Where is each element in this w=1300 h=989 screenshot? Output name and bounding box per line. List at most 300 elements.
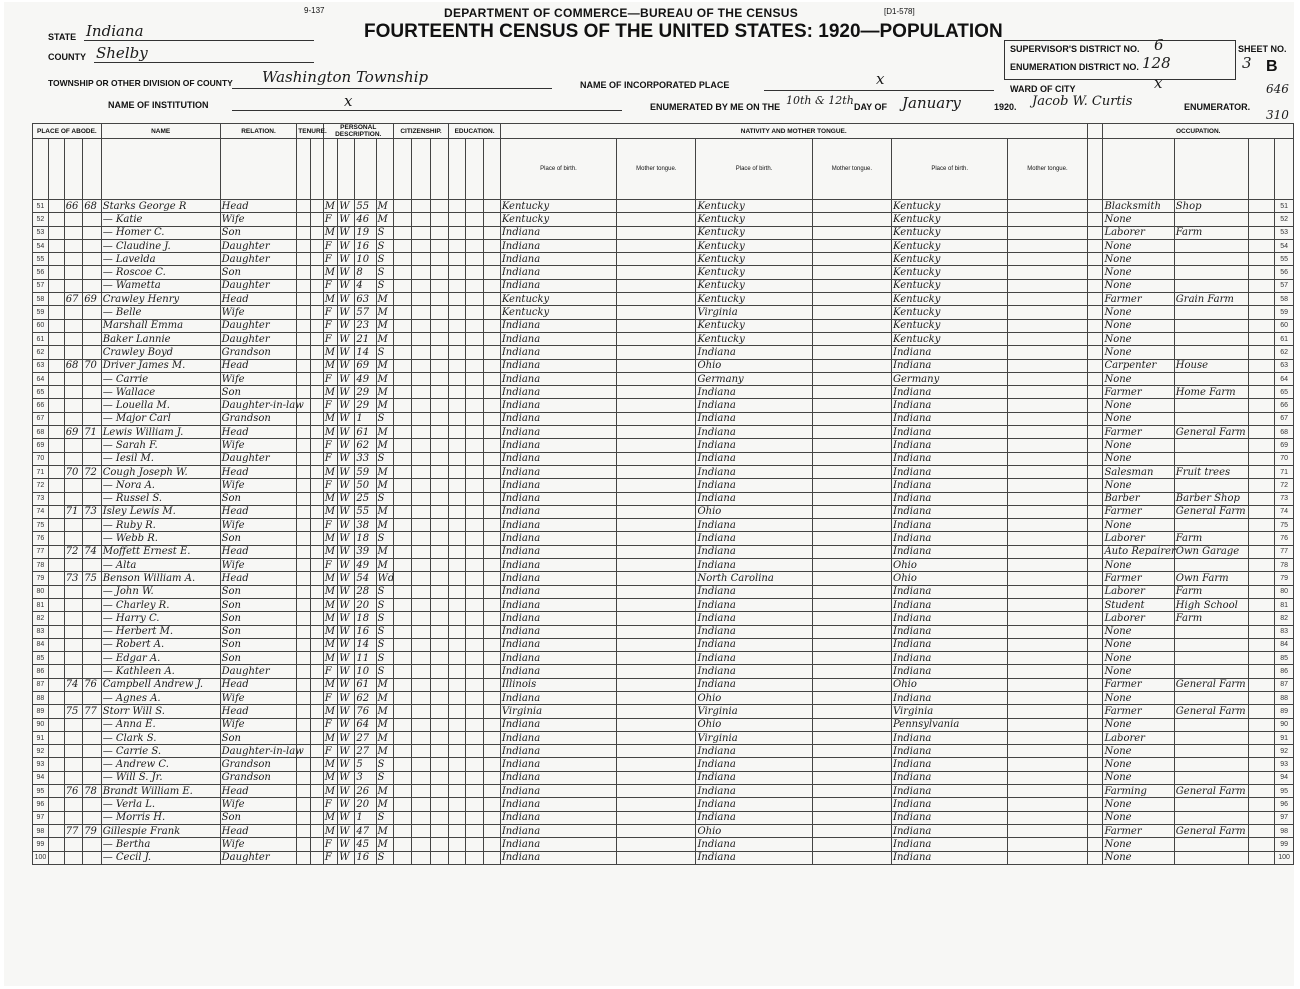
able-to-read [466, 412, 483, 425]
able-to-write [483, 532, 500, 545]
relation: Wife [220, 213, 297, 226]
table-row [33, 598, 1294, 611]
father-birthplace: Indiana [696, 758, 812, 771]
person-mother-tongue [617, 386, 696, 399]
speaks-english [1087, 798, 1103, 811]
father-mother-tongue [812, 399, 891, 412]
person-mother-tongue [617, 665, 696, 678]
enumerator-name: Jacob W. Curtis [1032, 94, 1133, 109]
street-cell [48, 439, 64, 452]
line-number-right: 73 [1275, 492, 1294, 505]
street-cell [48, 279, 64, 292]
naturalization-year [430, 545, 449, 558]
tenure-free [310, 465, 323, 478]
tenure-owned [297, 824, 310, 837]
mother-mother-tongue [1008, 213, 1087, 226]
age: 10 [355, 665, 376, 678]
father-mother-tongue [812, 585, 891, 598]
line-number-right: 79 [1275, 572, 1294, 585]
able-to-read [466, 266, 483, 279]
person-birthplace: Indiana [500, 638, 616, 651]
line-number: 72 [33, 479, 49, 492]
person-name: — Ruby R. [101, 519, 220, 532]
marital-status: S [376, 638, 393, 651]
sex: F [323, 519, 338, 532]
able-to-write [483, 332, 500, 345]
marital-status: S [376, 253, 393, 266]
able-to-read [466, 771, 483, 784]
occupation: None [1103, 811, 1174, 824]
mother-mother-tongue [1008, 386, 1087, 399]
line-number: 77 [33, 545, 49, 558]
naturalization-year [430, 386, 449, 399]
family-number [83, 718, 102, 731]
mother-birthplace: Indiana [892, 625, 1008, 638]
naturalization-year [430, 745, 449, 758]
group-nativity: NATIVITY AND MOTHER TONGUE. [500, 124, 1087, 139]
table-row [33, 838, 1294, 851]
attended-school [449, 811, 466, 824]
marital-status: M [376, 479, 393, 492]
tenure-free [310, 293, 323, 306]
mother-mother-tongue [1008, 306, 1087, 319]
line-number-right: 60 [1275, 319, 1294, 332]
person-name: — Robert A. [101, 638, 220, 651]
line-number: 65 [33, 386, 49, 399]
father-birthplace: Kentucky [696, 319, 812, 332]
naturalization-year [430, 253, 449, 266]
naturalized [412, 465, 431, 478]
family-number [83, 745, 102, 758]
person-birthplace: Indiana [500, 505, 616, 518]
person-mother-tongue [617, 226, 696, 239]
table-row [33, 718, 1294, 731]
race: W [338, 253, 355, 266]
mother-birthplace: Indiana [892, 758, 1008, 771]
relation: Wife [220, 519, 297, 532]
sex: F [323, 452, 338, 465]
mother-birthplace: Indiana [892, 598, 1008, 611]
able-to-write [483, 293, 500, 306]
race: W [338, 519, 355, 532]
tenure-owned [297, 479, 310, 492]
line-number-right: 78 [1275, 559, 1294, 572]
naturalization-year [430, 465, 449, 478]
race: W [338, 691, 355, 704]
dwelling-number [64, 612, 83, 625]
marital-status: M [376, 359, 393, 372]
industry [1174, 332, 1248, 345]
mother-birthplace: Germany [892, 372, 1008, 385]
person-mother-tongue [617, 731, 696, 744]
naturalization-year [430, 332, 449, 345]
line-number-right: 85 [1275, 652, 1294, 665]
street-cell [48, 665, 64, 678]
immigration-year [393, 266, 412, 279]
family-number [83, 838, 102, 851]
race: W [338, 851, 355, 864]
family-number [83, 266, 102, 279]
marital-status: M [376, 439, 393, 452]
speaks-english [1087, 279, 1103, 292]
race: W [338, 678, 355, 691]
speaks-english [1087, 519, 1103, 532]
sex: M [323, 705, 338, 718]
relation: Wife [220, 691, 297, 704]
sex: M [323, 465, 338, 478]
line-number: 57 [33, 279, 49, 292]
father-pob-header: Place of birth. [696, 139, 812, 200]
industry: General Farm [1174, 505, 1248, 518]
mother-birthplace: Kentucky [892, 332, 1008, 345]
race: W [338, 332, 355, 345]
immigration-year [393, 532, 412, 545]
person-name: — John W. [101, 585, 220, 598]
person-name: — Katie [101, 213, 220, 226]
person-birthplace: Indiana [500, 279, 616, 292]
able-to-write [483, 452, 500, 465]
able-to-read [466, 758, 483, 771]
line-number: 51 [33, 200, 49, 213]
marital-status: M [376, 559, 393, 572]
dwelling-number: 73 [64, 572, 83, 585]
street-cell [48, 745, 64, 758]
mother-birthplace: Indiana [892, 386, 1008, 399]
sex: M [323, 598, 338, 611]
tenure-free [310, 279, 323, 292]
line-number-right: 93 [1275, 758, 1294, 771]
family-number [83, 226, 102, 239]
industry: General Farm [1174, 678, 1248, 691]
father-birthplace: Indiana [696, 652, 812, 665]
tenure-free [310, 824, 323, 837]
person-birthplace: Indiana [500, 771, 616, 784]
father-mother-tongue [812, 293, 891, 306]
naturalized [412, 638, 431, 651]
able-to-write [483, 426, 500, 439]
employer-class [1248, 585, 1274, 598]
father-birthplace: Indiana [696, 465, 812, 478]
person-mother-tongue [617, 372, 696, 385]
naturalization-year [430, 559, 449, 572]
naturalized [412, 426, 431, 439]
tenure-free [310, 319, 323, 332]
age: 18 [355, 532, 376, 545]
father-mother-tongue [812, 559, 891, 572]
person-birthplace: Indiana [500, 652, 616, 665]
person-name: Brandt William E. [101, 785, 220, 798]
person-birthplace: Indiana [500, 439, 616, 452]
immigration-year [393, 705, 412, 718]
street-cell [48, 625, 64, 638]
employer-class [1248, 678, 1274, 691]
person-mother-tongue [617, 505, 696, 518]
street-cell [48, 346, 64, 359]
dwelling-number [64, 838, 83, 851]
mother-mother-tongue [1008, 505, 1087, 518]
occupation: None [1103, 412, 1174, 425]
industry [1174, 372, 1248, 385]
father-birthplace: Kentucky [696, 332, 812, 345]
mother-birthplace: Indiana [892, 439, 1008, 452]
person-mother-tongue [617, 346, 696, 359]
occupation: Farming [1103, 785, 1174, 798]
father-mother-tongue [812, 652, 891, 665]
attended-school [449, 598, 466, 611]
marital-status: M [376, 838, 393, 851]
industry: Grain Farm [1174, 293, 1248, 306]
able-to-read [466, 652, 483, 665]
person-name: — Homer C. [101, 226, 220, 239]
employer-class [1248, 519, 1274, 532]
mother-mother-tongue [1008, 319, 1087, 332]
father-mother-tongue [812, 359, 891, 372]
immigration-year [393, 572, 412, 585]
line-number-right: 84 [1275, 638, 1294, 651]
industry [1174, 652, 1248, 665]
relation: Head [220, 824, 297, 837]
mother-mother-tongue [1008, 851, 1087, 864]
sex: M [323, 731, 338, 744]
naturalized [412, 332, 431, 345]
street-cell [48, 492, 64, 505]
person-name: — Roscoe C. [101, 266, 220, 279]
line-number-right: 66 [1275, 399, 1294, 412]
mother-birthplace: Virginia [892, 705, 1008, 718]
father-mother-tongue [812, 412, 891, 425]
tenure-owned [297, 572, 310, 585]
table-row [33, 638, 1294, 651]
father-birthplace: Indiana [696, 386, 812, 399]
table-row [33, 200, 1294, 213]
speaks-english [1087, 665, 1103, 678]
person-name: — Bertha [101, 838, 220, 851]
able-to-read [466, 745, 483, 758]
father-birthplace: Ohio [696, 359, 812, 372]
speaks-english [1087, 505, 1103, 518]
father-birthplace: Indiana [696, 412, 812, 425]
able-to-read [466, 253, 483, 266]
able-to-write [483, 306, 500, 319]
father-birthplace: Indiana [696, 346, 812, 359]
immigration-year [393, 439, 412, 452]
attended-school [449, 505, 466, 518]
father-birthplace: Indiana [696, 638, 812, 651]
mother-birthplace: Indiana [892, 785, 1008, 798]
street-cell [48, 306, 64, 319]
father-birthplace: Indiana [696, 771, 812, 784]
industry [1174, 452, 1248, 465]
occupation: None [1103, 399, 1174, 412]
enumeration-month: January [902, 94, 961, 112]
industry [1174, 306, 1248, 319]
tenure-owned [297, 811, 310, 824]
father-mother-tongue [812, 678, 891, 691]
person-birthplace: Virginia [500, 705, 616, 718]
marital-status: M [376, 213, 393, 226]
line-number: 90 [33, 718, 49, 731]
line-number: 87 [33, 678, 49, 691]
sex: M [323, 625, 338, 638]
tenure-free [310, 492, 323, 505]
person-birthplace: Indiana [500, 465, 616, 478]
person-birthplace: Indiana [500, 359, 616, 372]
line-number: 76 [33, 532, 49, 545]
able-to-read [466, 731, 483, 744]
table-row [33, 851, 1294, 864]
table-row [33, 479, 1294, 492]
tenure-free [310, 412, 323, 425]
line-number: 99 [33, 838, 49, 851]
person-pob-header: Place of birth. [500, 139, 616, 200]
person-birthplace: Indiana [500, 691, 616, 704]
person-mother-tongue [617, 319, 696, 332]
father-mother-tongue [812, 532, 891, 545]
immigration-year [393, 798, 412, 811]
dwelling-number [64, 532, 83, 545]
naturalized [412, 838, 431, 851]
dwelling-number [64, 332, 83, 345]
marital-status: S [376, 452, 393, 465]
occupation: Barber [1103, 492, 1174, 505]
person-birthplace: Indiana [500, 253, 616, 266]
table-row [33, 612, 1294, 625]
relation: Son [220, 638, 297, 651]
able-to-write [483, 745, 500, 758]
line-number: 91 [33, 731, 49, 744]
age: 25 [355, 492, 376, 505]
able-to-write [483, 731, 500, 744]
speaks-english [1087, 838, 1103, 851]
speaks-english [1087, 386, 1103, 399]
employer-class [1248, 332, 1274, 345]
family-number [83, 279, 102, 292]
person-birthplace: Indiana [500, 838, 616, 851]
table-row [33, 532, 1294, 545]
family-number [83, 253, 102, 266]
occupation: Farmer [1103, 678, 1174, 691]
age: 76 [355, 705, 376, 718]
race: W [338, 625, 355, 638]
father-birthplace: Indiana [696, 439, 812, 452]
tenure-free [310, 758, 323, 771]
dwelling-number [64, 811, 83, 824]
employer-class [1248, 691, 1274, 704]
street-cell [48, 811, 64, 824]
employer-class [1248, 612, 1274, 625]
industry [1174, 758, 1248, 771]
sex: M [323, 412, 338, 425]
tenure-owned [297, 239, 310, 252]
tenure-free [310, 559, 323, 572]
table-row [33, 705, 1294, 718]
table-row [33, 452, 1294, 465]
table-row [33, 519, 1294, 532]
mother-mother-tongue [1008, 492, 1087, 505]
person-name: Crawley Henry [101, 293, 220, 306]
family-number [83, 346, 102, 359]
line-number: 73 [33, 492, 49, 505]
line-number: 97 [33, 811, 49, 824]
father-birthplace: Kentucky [696, 266, 812, 279]
relation: Son [220, 731, 297, 744]
immigration-year [393, 505, 412, 518]
line-number: 79 [33, 572, 49, 585]
person-birthplace: Indiana [500, 386, 616, 399]
occupation: None [1103, 213, 1174, 226]
speaks-english [1087, 559, 1103, 572]
dwelling-number [64, 226, 83, 239]
industry: Shop [1174, 200, 1248, 213]
father-birthplace: Kentucky [696, 200, 812, 213]
attended-school [449, 785, 466, 798]
age: 20 [355, 798, 376, 811]
person-mother-tongue [617, 851, 696, 864]
industry: General Farm [1174, 705, 1248, 718]
dwelling-number [64, 439, 83, 452]
mother-mother-tongue [1008, 572, 1087, 585]
able-to-write [483, 678, 500, 691]
person-mother-tongue [617, 798, 696, 811]
street-cell [48, 479, 64, 492]
tenure-owned [297, 213, 310, 226]
tenure-owned [297, 559, 310, 572]
employer-class [1248, 824, 1274, 837]
father-mother-tongue [812, 811, 891, 824]
tenure-free [310, 239, 323, 252]
line-number-right: 83 [1275, 625, 1294, 638]
person-name: Gillespie Frank [101, 824, 220, 837]
marital-status: S [376, 612, 393, 625]
line-number: 80 [33, 585, 49, 598]
tenure-free [310, 426, 323, 439]
person-birthplace: Indiana [500, 731, 616, 744]
person-birthplace: Indiana [500, 785, 616, 798]
naturalized [412, 319, 431, 332]
able-to-write [483, 758, 500, 771]
street-cell [48, 319, 64, 332]
line-number: 81 [33, 598, 49, 611]
person-birthplace: Indiana [500, 266, 616, 279]
attended-school [449, 213, 466, 226]
mother-mother-tongue [1008, 226, 1087, 239]
person-mother-tongue [617, 452, 696, 465]
mother-birthplace: Indiana [892, 452, 1008, 465]
person-name: — Anna E. [101, 718, 220, 731]
father-birthplace: Indiana [696, 479, 812, 492]
street-cell [48, 838, 64, 851]
industry [1174, 731, 1248, 744]
line-number: 67 [33, 412, 49, 425]
occupation: Auto Repairer [1104, 546, 1176, 558]
table-row [33, 625, 1294, 638]
dwelling-number [64, 638, 83, 651]
street-cell [48, 465, 64, 478]
tenure-owned [297, 798, 310, 811]
age: 47 [355, 824, 376, 837]
person-mother-tongue [617, 253, 696, 266]
tenure-free [310, 532, 323, 545]
race: W [338, 798, 355, 811]
naturalization-year [430, 519, 449, 532]
father-birthplace: Indiana [696, 678, 812, 691]
person-name: Starks George R [101, 200, 220, 213]
table-row [33, 785, 1294, 798]
relation: Head [220, 426, 297, 439]
sex: F [323, 306, 338, 319]
tenure-free [310, 785, 323, 798]
tenure-owned [297, 293, 310, 306]
